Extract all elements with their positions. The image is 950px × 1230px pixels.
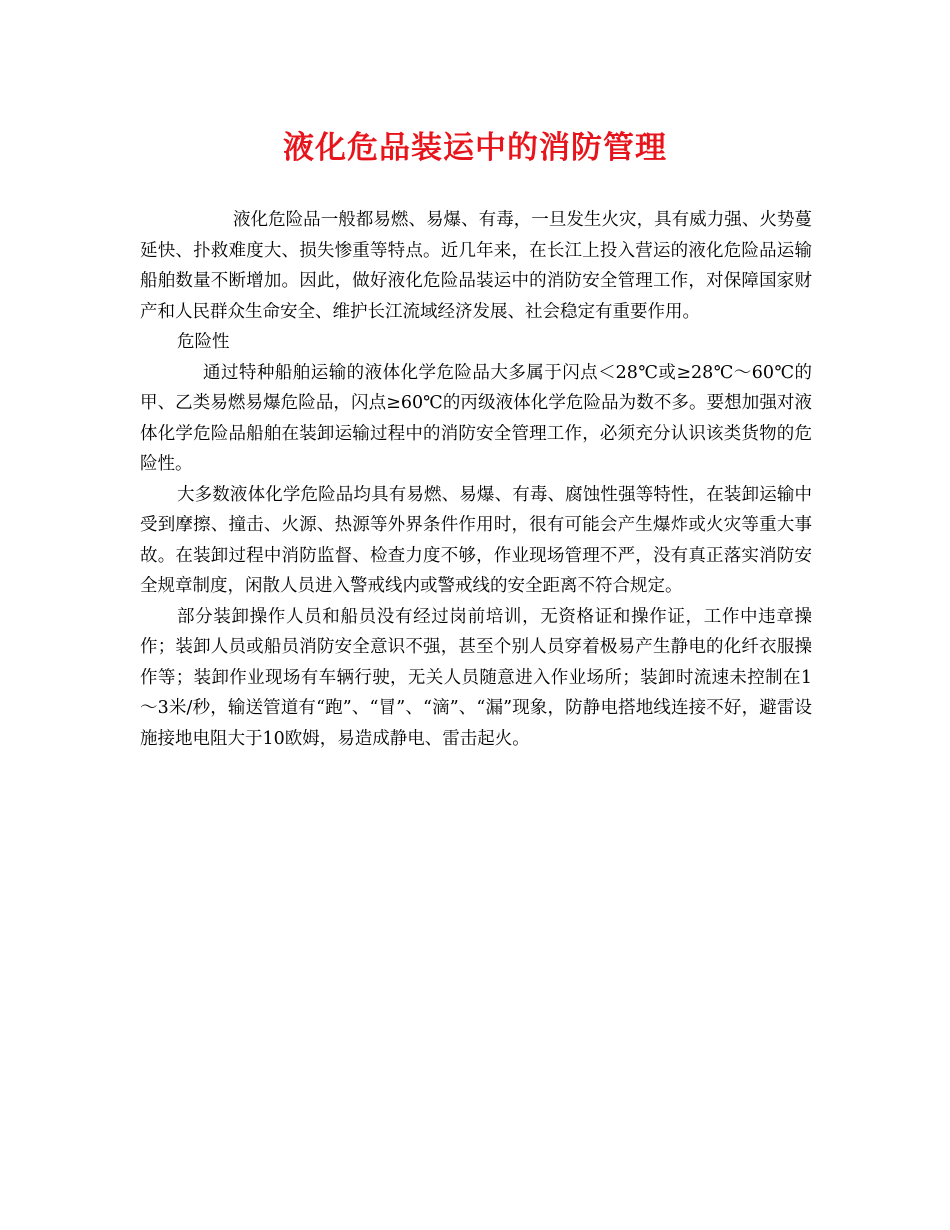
document-body — [140, 205, 812, 754]
paragraph-hazard: 通过特种船舶运输的液体化学危险品大多属于闪点＜28℃或≥28℃～60℃的甲、乙类易燃易爆危险品，闪点≥60℃的丙级液体化学危险品为数不多。要想加强对液体化学危险品船舶在装卸运输过程中的消防安全管理工作，必须充分认识该类货物的危险性。 — [140, 362, 812, 474]
section-heading: 危险性 — [177, 332, 230, 352]
paragraph-operation-issues: 部分装卸操作人员和船员没有经过岗前培训，无资格证和操作证，工作中违章操作；装卸人员或船员消防安全意识不强，甚至个别人员穿着极易产生静电的化纤衣服操作等；装卸作业现场有车辆行驶，无关人员随意进入作业场所；装卸时流速未控制在1～3米/秒，输送管道有“跑”、“冒”、“滴”、“漏”现象，防静电搭地线连接不好，避雷设施接地电阻大于10欧姆，易造成静电、雷击起火。 — [140, 606, 812, 749]
paragraph-intro: 液化危险品一般都易燃、易爆、有毒，一旦发生火灾，具有威力强、火势蔓延快、扑救难度大、损失惨重等特点。近几年来，在长江上投入营运的液化危险品运输船舶数量不断增加。因此，做好液化危险品装运中的消防安全管理工作，对保障国家财产和人民群众生命安全、维护长江流域经济发展、社会稳定有重要作用。 — [140, 210, 812, 322]
document-title: 液化危品装运中的消防管理 — [283, 130, 667, 166]
paragraph-accident-risk: 大多数液体化学危险品均具有易燃、易爆、有毒、腐蚀性强等特性，在装卸运输中受到摩擦、撞击、火源、热源等外界条件作用时，很有可能会产生爆炸或火灾等重大事故。在装卸过程中消防监督、检查力度不够，作业现场管理不严，没有真正落实消防安全规章制度，闲散人员进入警戒线内或警戒线的安全距离不符合规定。 — [140, 484, 812, 596]
